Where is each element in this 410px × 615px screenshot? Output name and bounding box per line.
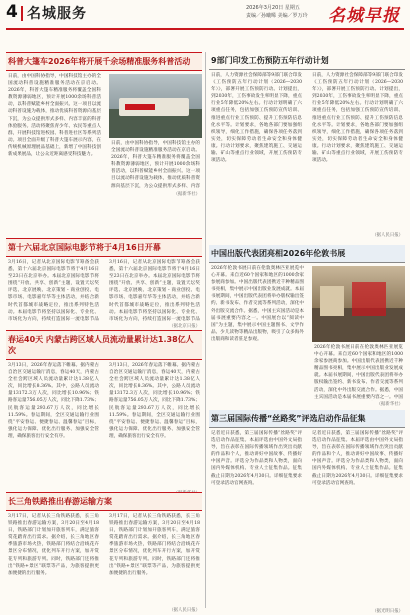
- article-headline: 9部门印发工伤预防五年行动计划: [209, 52, 405, 70]
- article-body: 3月16日，记者从北京国际电影节筹备会获悉，第十六届北京国际电影节将于4月16日至23日在北京举办。本届北京国际电影节将围绕“开放、共享、创新”主题，设置天坛奖评选、北京展映、北京策划・商业创投、电影市场、电影嘉年华等主体活动，并结合新时代首都城市战略定位，推出系列特色活动。本届电影节将坚持以国际化、专业化、市场化为方向，持续打造国际一流电影节品: [8, 260, 99, 322]
- article-body: 3月17日，记者从长三角铁路获悉，长三角铁路推出春游运输方案，3月20日至4月18日，铁路部门计划加开旅客列车，满足旅客赏花踏青出行需求。据介绍，长三角地区春季旅游市场火热，铁路部门将结合沿线花卉景区分布情况，优化列车开行方案，加开赏花专列和旅游专列。同时，铁路部门还将推出“铁路+景区”联票等产品，为旅客提供更加便捷的出行服务。: [8, 514, 99, 576]
- page-number: 4: [6, 2, 18, 22]
- article-byline: （据光明日报）: [372, 609, 403, 614]
- newspaper-logo: 名城早报: [328, 6, 400, 26]
- date-text: 2026年3月20日 星期五: [246, 5, 300, 11]
- article-headline: 第三届国际传播“丝路奖”评选启动作品征集: [209, 410, 405, 428]
- article-byline: （据人民日报）: [372, 233, 403, 238]
- article-film-festival: [6, 238, 202, 330]
- article-work-injury: [209, 52, 405, 239]
- column-divider: [205, 52, 206, 608]
- article-headline: 长三角铁路推出春游运输方案: [6, 492, 202, 511]
- article-book-fair: [209, 245, 405, 408]
- article-byline: （据北京日报）: [169, 324, 200, 329]
- book-fair-photo: [312, 266, 405, 342]
- article-body-cont: 日前，由中国科协指导，中国科技馆主办的全国流动科普设施精准服务活动在京启动。2026年，科普大篷车精准服务将覆盖全国科教资源薄弱地区，预计开展1000余场科普活动，以科普赋能乡村全面振兴。这一项目以流动科普设施为载体，推动优质科普资源向基层下沉，为公众提供形式多样、内容: [111, 141, 200, 189]
- article-headline: 春运40天 内蒙古跨区域人员流动量累计达1.38亿人次: [6, 330, 202, 360]
- article-body-cont: 3月17日，记者从长三角铁路获悉，长三角铁路推出春游运输方案，3月20日至4月18日，铁路部门计划加开旅客列车，满足旅客赏花踏青出行需求。据介绍，长三角地区春季旅游市场火热，铁路部门将结合沿线花卉景区分布情况，优化列车开行方案，加开赏花专列和旅游专列。同时，铁路部门还将推出“铁路+景区”联票等产品，为旅客提供更加便捷的出行服务。: [109, 514, 200, 576]
- article-body-cont: 日前，人力资源社会保障部等9部门联合印发《工伤预防五年行动计划（2026—2030年）》，部署开展工伤预防行动。计划提出，到2030年，工伤事故发生率明显下降，重点行业5年降低20%左右。行动计划明确了六项重点任务，包括加强工伤预防宣传培训、推进重点行业工伤预防、提升工伤预防信息化水平等。计划要求，各地各部门要加强组织领导，细化工作措施，确保各项任务落到实处，切实保障劳动者生命安全和身体健康。行动计划要求，聚焦建筑施工、交通运输、矿山等重点行业领域，开展工伤预防专项活动。: [312, 73, 403, 164]
- masthead: [0, 0, 410, 28]
- article-body: 日前，人力资源社会保障部等9部门联合印发《工伤预防五年行动计划（2026—2030年）》，部署开展工伤预防行动。计划提出，到2030年，工伤事故发生率明显下降，重点行业5年降低20%左右。行动计划明确了六项重点任务，包括加强工伤预防宣传培训、推进重点行业工伤预防、提升工伤预防信息化水平等。计划要求，各地各部门要加强组织领导，细化工作措施，确保各项任务落到实处，切实保障劳动者生命安全和身体健康。行动计划要求，聚焦建筑施工、交通运输、矿山等重点行业领域，开展工伤预防专项活动。: [211, 73, 302, 164]
- article-body-cont: 2026年伦敦书展日前在伦敦奥林匹亚展览中心开幕。来自近60个国家和地区的1000余家参展商参加。中国出版代表团携近千种精品图书亮相，集中展示中国出版业发展成就。本届书展期间，中国出版代表团将举办版权输出签约、新书发布、作者交流等系列活动，深化中外出版交流合作。据悉，中国主宾国活动是本届书展重要内容之一。中国: [314, 345, 403, 400]
- article-headline: 中国出版代表团亮相2026年伦敦书展: [209, 245, 405, 263]
- article-body-cont: 3月16日，记者从北京国际电影节筹备会获悉，第十六届北京国际电影节将于4月16日至23日在北京举办。本届北京国际电影节将围绕“开放、共享、创新”主题，设置天坛奖评选、北京展映、北京策划・商业创投、电影市场、电影嘉年华等主体活动，并结合新时代首都城市战略定位，推出系列特色活动。本届电影节将坚持以国际化、专业化、市场化为方向，持续打造国际一流电影节品: [109, 260, 200, 322]
- article-body-cont: 3月13日，2026年春运落下帷幕。据内蒙古自治区交通运输厅消息，春运40天，内蒙古全社会跨区域人员流动量累计达1.38亿人次，同比增长8.36%。其中，公路人员流动量13172.3万人次，同比增长10.96%；铁路客运量756.05万人次，同比下降1.73%；民航客运量293.67万人次，同比增长11.59%。春运期间，全区交通运输行业围绕“平安春运、便捷春运、温馨春运”目标，强化运力保障、优化出行服务、加强安全管理，确保旅客出行安全有序。: [109, 363, 200, 439]
- article-body: 日前，由中国科协指导，中国科技馆主办的全国流动科普设施精准服务活动在京启动。2026年，科普大篷车精准服务将覆盖全国科教资源薄弱地区，预计开展1000余场科普活动，以科普赋能乡村全面振兴。这一项目以流动科普设施为载体，推动优质科普资源向基层下沉，为公众提供形式多样、内容丰富的科普体验服务。活动将聚焦青少年、农民等重点人群，开展科技馆进校园、科普进社区等系列活动。项目全面升级了科普大篷车展示内容，在传统机械原理展品基础上，新增了中国科技创新成果展品，让公众近距离感受科技魅力。: [8, 74, 101, 158]
- article-body-cont: 记者近日获悉，第三届国际传播“丝路奖”评选启动作品征集。本届评选由中国外文局指导，旨在表彰在国际传播领域作出突出贡献的作品和个人，推动讲好中国故事、传播好中国声音。评选分为作品类和人物类，面向国内外媒体机构、专业人士征集作品。征集截止日期为2026年4月30日。详细征集要求可登录活动官网查询。: [312, 431, 403, 486]
- top-rule: [6, 28, 404, 30]
- divider: [21, 6, 23, 21]
- article-silk-road-award: [209, 410, 405, 615]
- article-science-caravan: [6, 52, 202, 198]
- article-headline: 科普大篷车2026年将开展千余场精准服务科普活动: [6, 52, 202, 71]
- editor-credit: 责编／孙曦晞 美编／罗万玲: [246, 13, 308, 19]
- caravan-photo: [109, 74, 202, 138]
- article-byline: （据新华社）: [376, 402, 403, 407]
- article-headline: 第十六届北京国际电影节将于4月16日开幕: [6, 238, 202, 257]
- article-body: 2026年伦敦书展日前在伦敦奥林匹亚展览中心开幕。来自近60个国家和地区的1000余家参展商参加。中国出版代表团携近千种精品图书亮相，集中展示中国出版业发展成就。本届书展期间，中国出版代表团将举办版权输出签约、新书发布、作者交流等系列活动，深化中外出版交流合作。据悉，中国主宾国活动是本届书展重要内容之一。中国展台以“阅读中国”为主题，集中展示中国主题图书、文学作品、少儿读物等精品出版物，吸引了众多海外出版商和读者驻足参观。: [211, 266, 304, 342]
- section-title: 名城服务: [27, 6, 87, 22]
- article-body: 记者近日获悉，第三届国际传播“丝路奖”评选启动作品征集。本届评选由中国外文局指导，旨在表彰在国际传播领域作出突出贡献的作品和个人，推动讲好中国故事、传播好中国声音。评选分为作品类和人物类，面向国内外媒体机构、专业人士征集作品。征集截止日期为2026年4月30日。详细征集要求可登录活动官网查询。: [211, 431, 302, 486]
- article-byline: （据新华社）: [173, 192, 200, 197]
- article-byline: （据人民日报）: [169, 608, 200, 613]
- dateline: [246, 4, 308, 20]
- article-railway: [6, 492, 202, 614]
- article-spring-travel: [6, 330, 202, 497]
- article-body: 3月13日，2026年春运落下帷幕。据内蒙古自治区交通运输厅消息，春运40天，内蒙古全社会跨区域人员流动量累计达1.38亿人次，同比增长8.36%。其中，公路人员流动量13172.3万人次，同比增长10.96%；铁路客运量756.05万人次，同比下降1.73%；民航客运量293.67万人次，同比增长11.59%。春运期间，全区交通运输行业围绕“平安春运、便捷春运、温馨春运”目标，强化运力保障、优化出行服务、加强安全管理，确保旅客出行安全有序。: [8, 363, 99, 439]
